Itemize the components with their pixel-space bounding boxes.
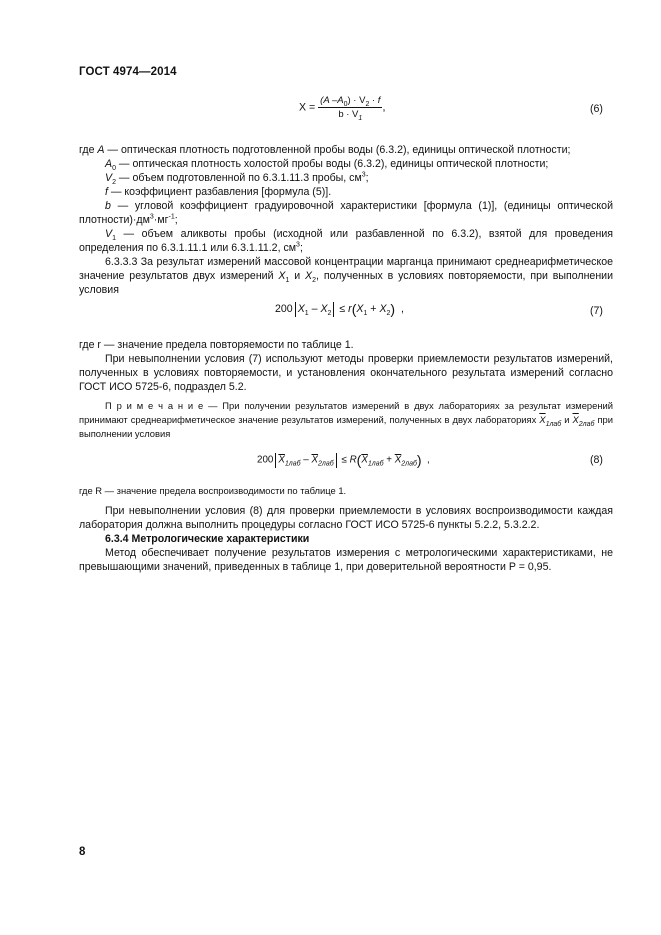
where-6-line-5: b — угловой коэффициент градуировочной характеристики [формула (1)], (единицы оптической $плотности)\cdot дм^3\cdot мг^{-1}$; (79, 200, 613, 227)
formula-6-lhs: X = (299, 101, 316, 114)
where-6-line-6: $V_1$ — объем аликвоты пробы (исходной или разбавленной по 6.3.2), взятой для проведения определения по 6.3.1.11.1 или 6.3.1.11.2, $см^3$; (79, 228, 613, 255)
where-6-line-3: $V_2$ — объем подготовленной по 6.3.1.11.3 пробы, $см^3$; (105, 171, 369, 187)
formula-8: 200 $\overline{X}_{1лаб} - \overline{X}_{2лаб} \le R(\overline{X}_{1лаб} + \overline{X}_{2лаб})$ , (257, 452, 430, 468)
document-header: ГОСТ 4974—2014 (79, 66, 177, 78)
paragraph-fail-7: При невыполнении условия (7) используют методы проверки приемлемости результатов измерений, полученных в условиях повторяемости, и установления окончательного результата измерений согласно ГОСТ ИСО 5725-6, подраздел 5.2. (79, 353, 613, 394)
formula-7-number: (7) (590, 305, 603, 317)
paragraph-6-3-4: Метод обеспечивает получение результатов измерения с метрологическими характеристиками, не превышающими значений, приведенных в таблице 1, при доверительной вероятности P = 0,95. (79, 547, 613, 574)
formula-8-number: (8) (590, 454, 603, 466)
paragraph-fail-8: При невыполнении условия (8) для проверки приемлемости в условиях воспроизводимости каждая лаборатория должна выполнить процедуры согласно ГОСТ ИСО 5725-6 пункты 5.2.2, 5.3.2.2. (79, 505, 613, 532)
where-6-line-2: $A_0$ — оптическая плотность холостой пробы воды (6.3.2), единицы оптической плотности; (105, 158, 549, 173)
section-6-3-4-heading: 6.3.4 Метрологические характеристики (105, 533, 310, 545)
where-8: где R — значение предела воспроизводимости по таблице 1. (79, 485, 347, 496)
page-number: 8 (79, 846, 86, 858)
where-6-line-1: где A — оптическая плотность подготовленной пробы воды (6.3.2), единицы оптической плотности; (79, 144, 571, 156)
formula-6 (299, 95, 385, 120)
formula-7: 200 $X_1 - X_2 \le r(X_1 + X_2)$ , (275, 301, 404, 317)
where-7: где r — значение предела повторяемости по таблице 1. (79, 339, 354, 351)
formula-6-numerator: (A $-A_0) \cdot V_2 \cdot f$ (320, 95, 381, 108)
note-label: П р и м е ч а н и е (105, 400, 204, 411)
formula-6-number: (6) (590, 103, 603, 115)
paragraph-6-3-3-3: 6.3.3.3 За результат измерений массовой концентрации марганца принимают среднеарифметическое значение результатов двух измерений $X_1$ и $X_2$, полученных в условиях повторяемости, при выполнении условия (79, 256, 614, 297)
formula-6-comma: , (382, 101, 386, 114)
formula-6-denominator: $b \cdot V_1$ (338, 109, 363, 122)
formula-6-fraction (318, 95, 382, 120)
note: П р и м е ч а н и е — При получении результатов измерений в двух лабораториях за результат измерений принимают среднеарифметическое значение результатов измерений, полученных в двух лабораториях $\overline{X}_{1лаб}$ и $\overline{X}_{2лаб}$ при выполнении условия (79, 400, 613, 440)
where-6-line-4: f — коэффициент разбавления [формула (5)]. (105, 186, 332, 198)
